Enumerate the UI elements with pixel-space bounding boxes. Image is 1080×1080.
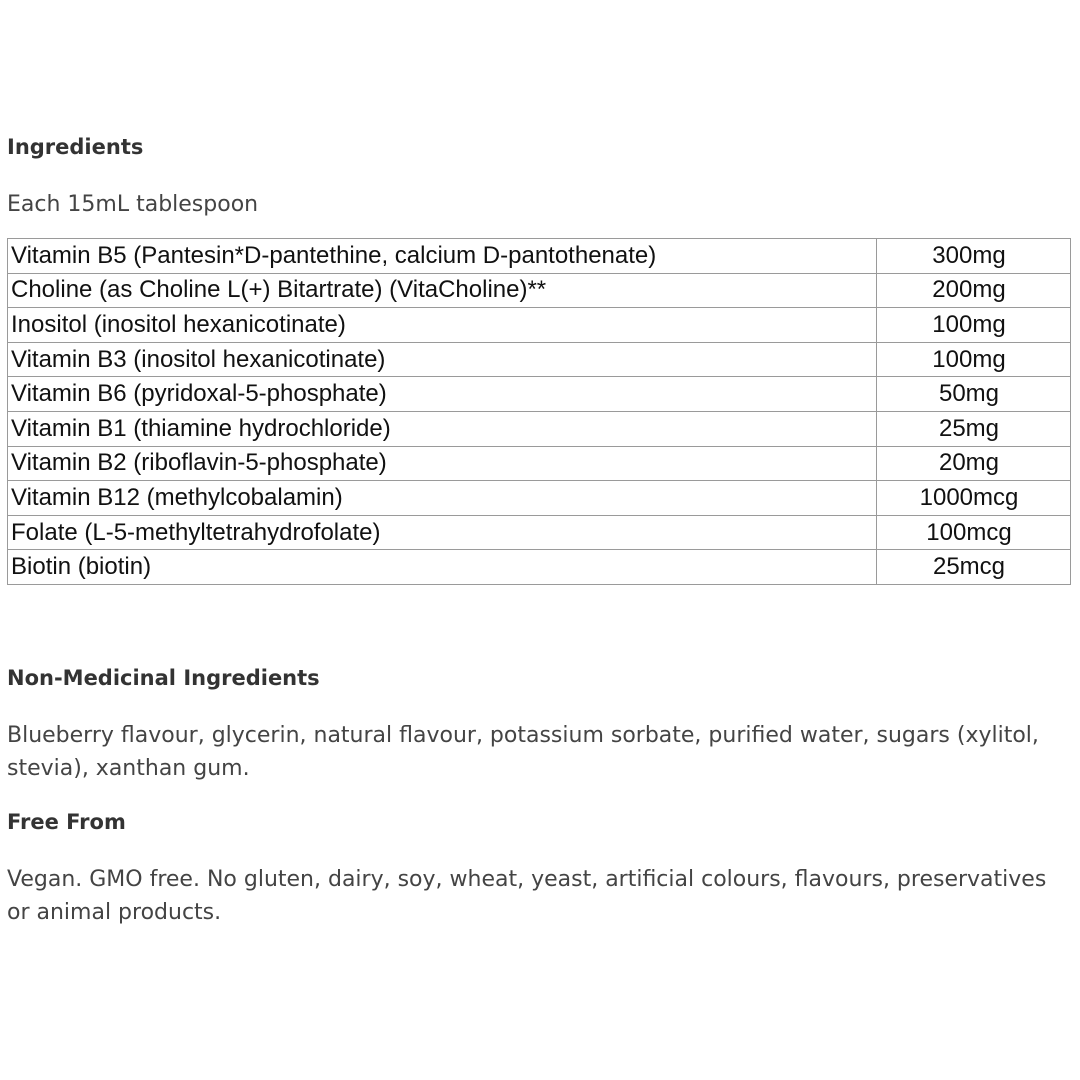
ingredient-name: Vitamin B3 (inositol hexanicotinate) — [8, 342, 877, 377]
ingredient-amount: 20mg — [877, 446, 1071, 481]
ingredient-amount: 300mg — [877, 239, 1071, 274]
table-row — [8, 273, 1071, 308]
ingredient-name: Vitamin B2 (riboflavin-5-phosphate) — [8, 446, 877, 481]
ingredient-amount: 1000mcg — [877, 481, 1071, 516]
free-from-text: Vegan. GMO free. No gluten, dairy, soy, wheat, yeast, artificial colours, flavours, preservatives or animal products. — [7, 867, 1047, 925]
ingredients-table — [7, 238, 1071, 585]
free-from-heading: Free From — [7, 810, 126, 834]
ingredient-amount: 200mg — [877, 273, 1071, 308]
table-row — [8, 342, 1071, 377]
ingredient-name: Folate (L-5-methyltetrahydrofolate) — [8, 515, 877, 550]
ingredient-name: Vitamin B6 (pyridoxal-5-phosphate) — [8, 377, 877, 412]
ingredient-amount: 100mg — [877, 308, 1071, 343]
ingredient-amount: 100mg — [877, 342, 1071, 377]
ingredient-amount: 25mg — [877, 411, 1071, 446]
table-row — [8, 481, 1071, 516]
ingredient-amount: 50mg — [877, 377, 1071, 412]
table-row — [8, 550, 1071, 585]
ingredient-name: Vitamin B1 (thiamine hydrochloride) — [8, 411, 877, 446]
ingredient-amount: 100mcg — [877, 515, 1071, 550]
ingredient-name: Vitamin B5 (Pantesin*D-pantethine, calcium D-pantothenate) — [8, 239, 877, 274]
non-medicinal-heading: Non-Medicinal Ingredients — [7, 666, 320, 690]
serving-size-text: Each 15mL tablespoon — [7, 192, 259, 217]
non-medicinal-text: Blueberry flavour, glycerin, natural flavour, potassium sorbate, purified water, sugars (xylitol, stevia), xanthan gum. — [7, 723, 1039, 781]
table-row — [8, 411, 1071, 446]
ingredient-name: Vitamin B12 (methylcobalamin) — [8, 481, 877, 516]
ingredient-amount: 25mcg — [877, 550, 1071, 585]
ingredient-name: Choline (as Choline L(+) Bitartrate) (VitaCholine)** — [8, 273, 877, 308]
ingredients-heading: Ingredients — [7, 135, 144, 159]
table-row — [8, 239, 1071, 274]
table-row — [8, 308, 1071, 343]
table-row — [8, 377, 1071, 412]
ingredient-name: Biotin (biotin) — [8, 550, 877, 585]
table-row — [8, 515, 1071, 550]
ingredient-name: Inositol (inositol hexanicotinate) — [8, 308, 877, 343]
table-row — [8, 446, 1071, 481]
